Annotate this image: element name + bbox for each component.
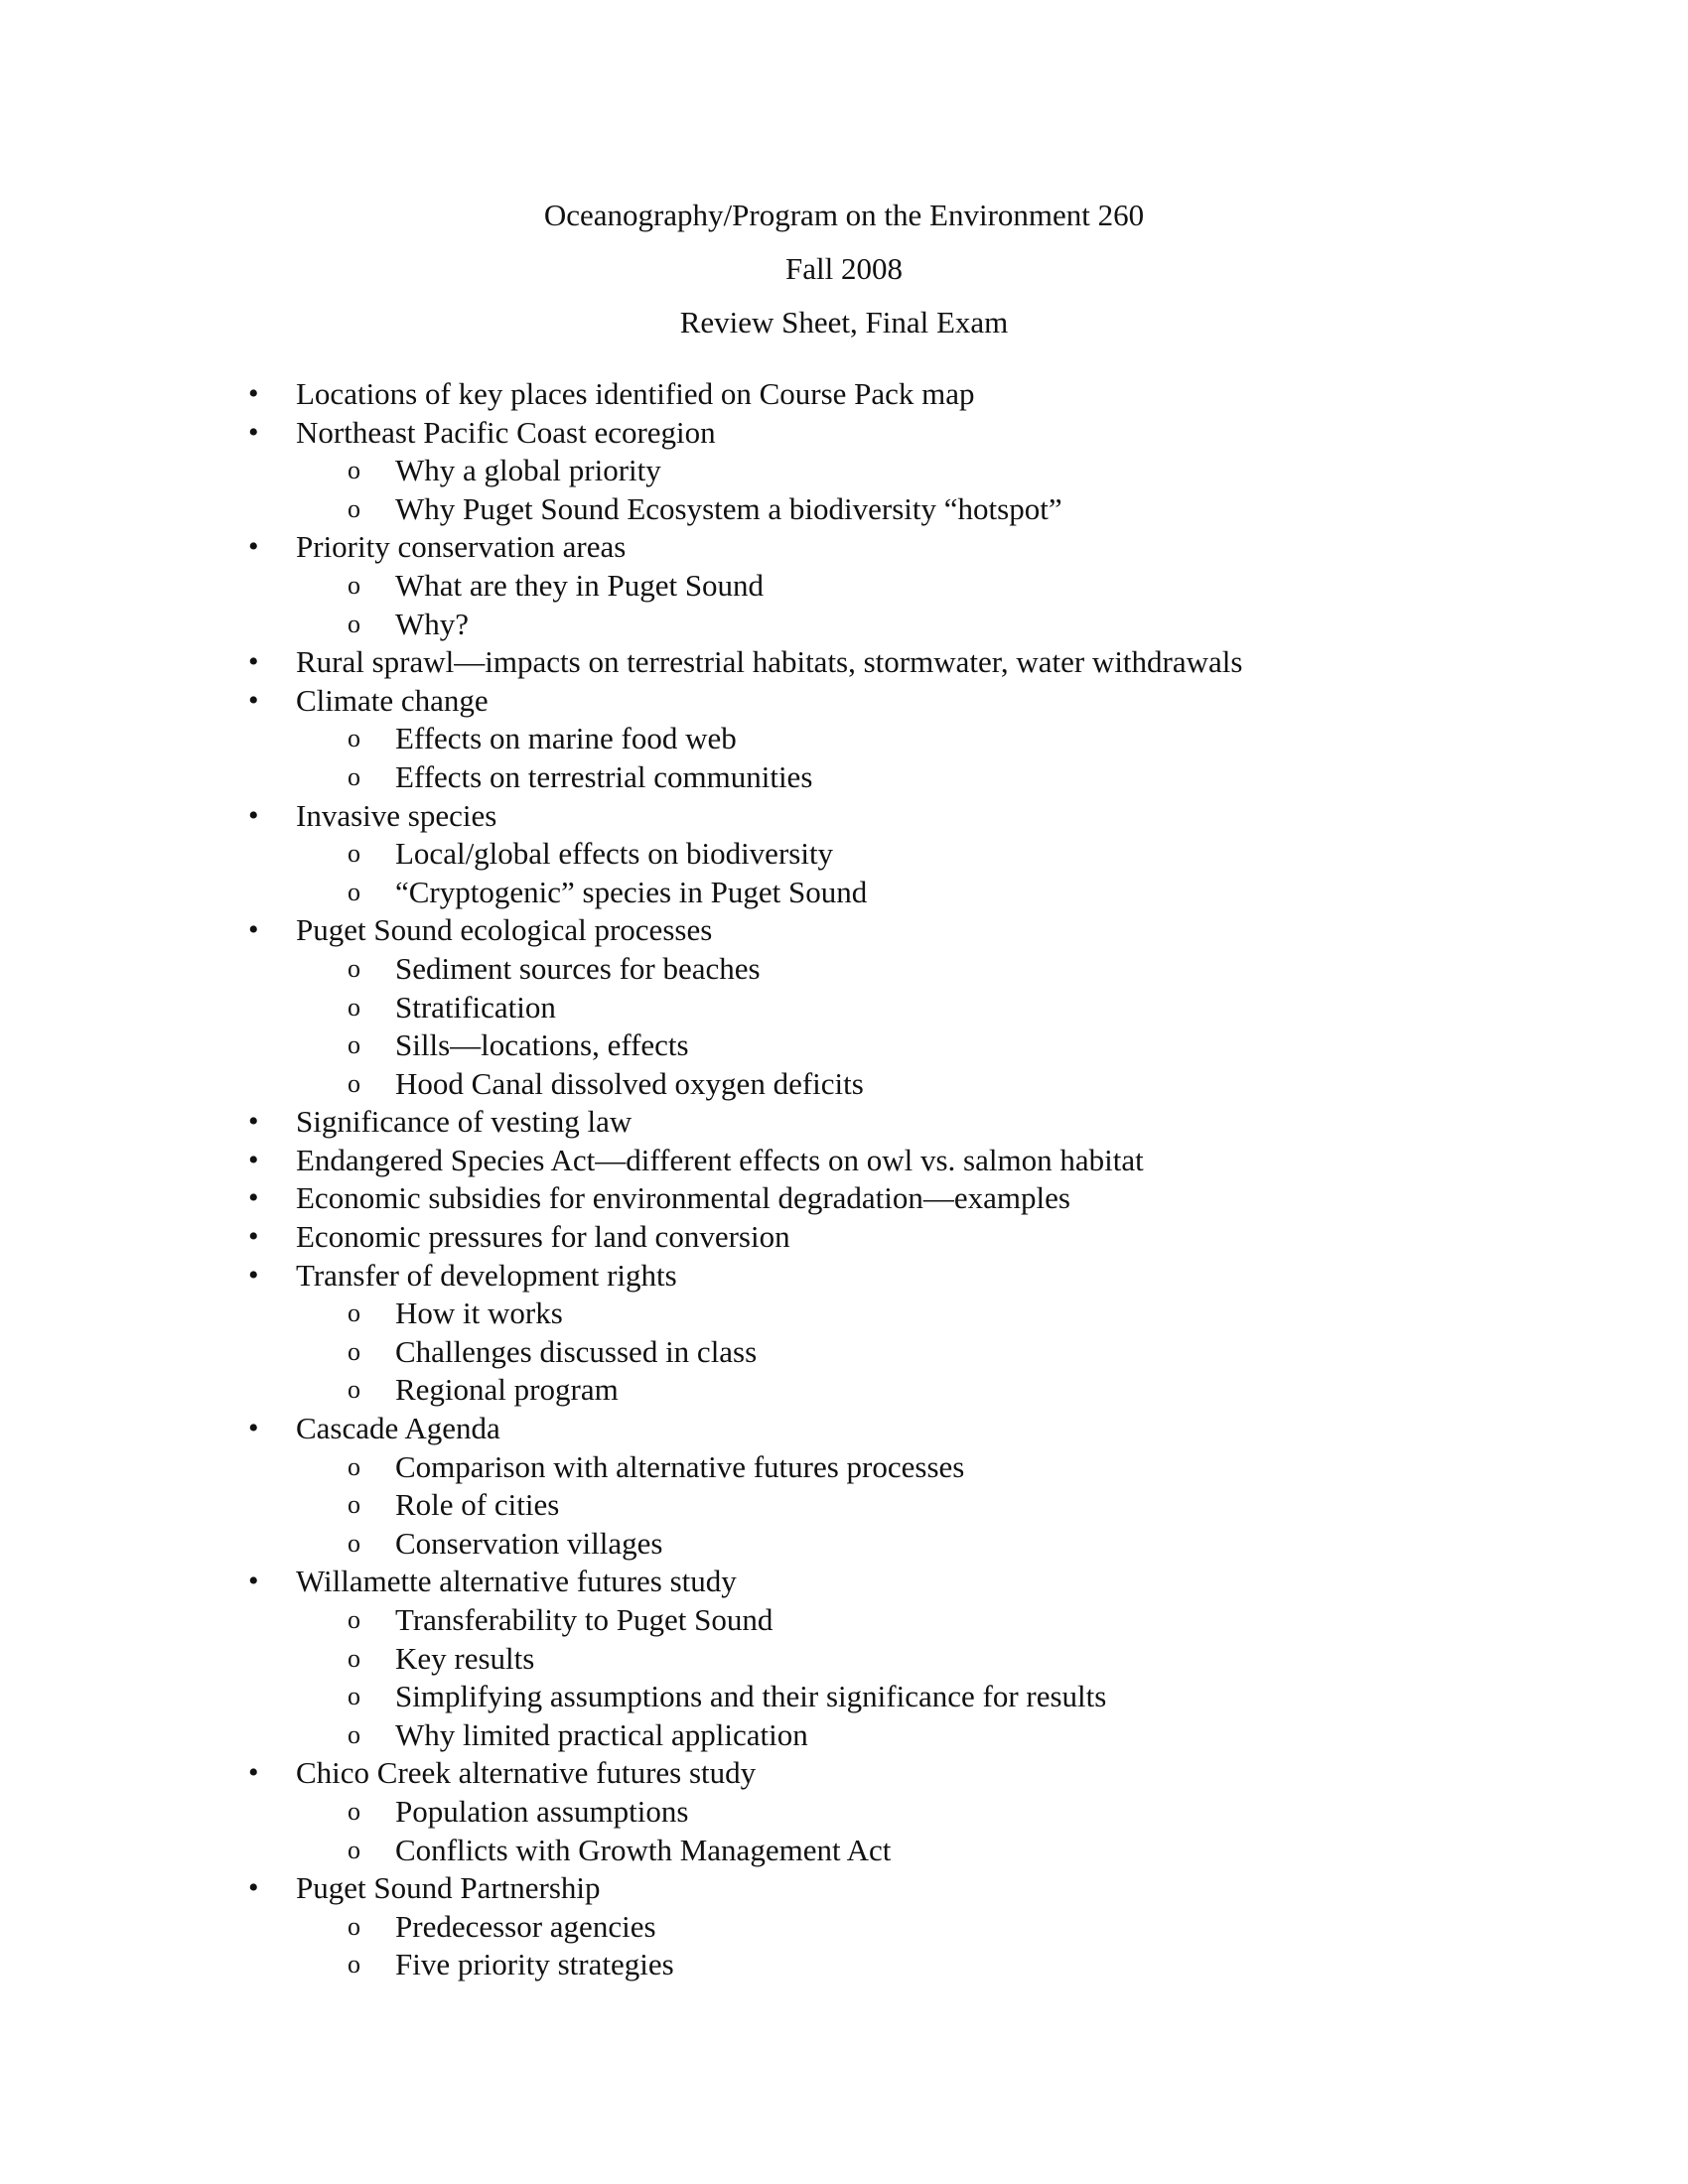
subtopic-item bbox=[0, 1908, 1688, 1947]
topic-item bbox=[0, 911, 1688, 950]
subtopic-label: Why? bbox=[395, 606, 470, 641]
circle-bullet-icon: o bbox=[348, 1030, 360, 1060]
subtopic-item bbox=[0, 606, 1688, 644]
circle-bullet-icon: o bbox=[348, 1490, 360, 1520]
topic-item bbox=[0, 797, 1688, 836]
bullet-icon: • bbox=[248, 1105, 259, 1139]
circle-bullet-icon: o bbox=[348, 992, 360, 1022]
review-topic-list bbox=[0, 375, 1688, 1984]
topic-item bbox=[0, 1103, 1688, 1142]
circle-bullet-icon: o bbox=[348, 724, 360, 753]
subtopic-item bbox=[0, 835, 1688, 874]
topic-item bbox=[0, 414, 1688, 453]
subtopic-label: Effects on marine food web bbox=[395, 721, 737, 756]
topic-item bbox=[0, 682, 1688, 721]
subtopic-label: How it works bbox=[395, 1296, 563, 1331]
subtopic-label: Regional program bbox=[395, 1372, 619, 1408]
subtopic-label: Predecessor agencies bbox=[395, 1908, 656, 1944]
subtopic-label: Role of cities bbox=[395, 1487, 560, 1523]
bullet-icon: • bbox=[248, 1143, 259, 1176]
subtopic-item bbox=[0, 567, 1688, 606]
topic-item bbox=[0, 1257, 1688, 1296]
subtopic-item bbox=[0, 1371, 1688, 1410]
circle-bullet-icon: o bbox=[348, 456, 360, 485]
subtopic-item bbox=[0, 874, 1688, 912]
circle-bullet-icon: o bbox=[348, 1719, 360, 1749]
bullet-icon: • bbox=[248, 1181, 259, 1215]
circle-bullet-icon: o bbox=[348, 1068, 360, 1098]
subtopic-label: Effects on terrestrial communities bbox=[395, 758, 813, 794]
subtopic-item bbox=[0, 989, 1688, 1027]
topic-item bbox=[0, 528, 1688, 567]
circle-bullet-icon: o bbox=[348, 839, 360, 869]
subtopic-label: Local/global effects on biodiversity bbox=[395, 836, 834, 872]
term-label: Fall 2008 bbox=[785, 251, 903, 286]
circle-bullet-icon: o bbox=[348, 1375, 360, 1405]
bullet-icon: • bbox=[248, 645, 259, 679]
circle-bullet-icon: o bbox=[348, 1336, 360, 1366]
subtopic-item bbox=[0, 1832, 1688, 1870]
subtopic-label: Why Puget Sound Ecosystem a biodiversity “hotspot” bbox=[395, 490, 1062, 526]
subtopic-label: Challenges discussed in class bbox=[395, 1333, 758, 1369]
topic-label: Economic subsidies for environmental degradation—examples bbox=[296, 1180, 1070, 1216]
topic-item bbox=[0, 375, 1688, 414]
subtopic-item bbox=[0, 1333, 1688, 1372]
subtopic-label: Why limited practical application bbox=[395, 1716, 808, 1752]
circle-bullet-icon: o bbox=[348, 1643, 360, 1673]
subtopic-label: Conservation villages bbox=[395, 1525, 663, 1561]
subtopic-item bbox=[0, 758, 1688, 797]
bullet-icon: • bbox=[248, 1565, 259, 1598]
topic-label: Puget Sound Partnership bbox=[296, 1870, 601, 1906]
subtopic-label: Sediment sources for beaches bbox=[395, 950, 761, 986]
document-header bbox=[0, 189, 1688, 349]
subtopic-label: Key results bbox=[395, 1640, 535, 1676]
topic-label: Transfer of development rights bbox=[296, 1257, 677, 1293]
subtopic-item bbox=[0, 490, 1688, 529]
topic-label: Climate change bbox=[296, 682, 489, 718]
bullet-icon: • bbox=[248, 377, 259, 410]
subtopic-label: Conflicts with Growth Management Act bbox=[395, 1832, 892, 1867]
bullet-icon: • bbox=[248, 683, 259, 717]
bullet-icon: • bbox=[248, 415, 259, 449]
subtopic-item bbox=[0, 1525, 1688, 1564]
subtopic-item bbox=[0, 1026, 1688, 1065]
topic-item bbox=[0, 1869, 1688, 1908]
subtopic-item bbox=[0, 1065, 1688, 1104]
subtopic-item bbox=[0, 1640, 1688, 1679]
subtopic-label: Transferability to Puget Sound bbox=[395, 1602, 774, 1637]
circle-bullet-icon: o bbox=[348, 1528, 360, 1558]
topic-label: Economic pressures for land conversion bbox=[296, 1219, 790, 1255]
circle-bullet-icon: o bbox=[348, 1950, 360, 1979]
bullet-icon: • bbox=[248, 1412, 259, 1445]
topic-label: Significance of vesting law bbox=[296, 1104, 633, 1140]
topic-label: Cascade Agenda bbox=[296, 1411, 500, 1446]
topic-label: Locations of key places identified on Course Pack map bbox=[296, 376, 975, 411]
topic-label: Rural sprawl—impacts on terrestrial habitats, stormwater, water withdrawals bbox=[296, 644, 1243, 680]
circle-bullet-icon: o bbox=[348, 1682, 360, 1711]
circle-bullet-icon: o bbox=[348, 877, 360, 906]
circle-bullet-icon: o bbox=[348, 1605, 360, 1634]
bullet-icon: • bbox=[248, 1871, 259, 1905]
circle-bullet-icon: o bbox=[348, 1911, 360, 1941]
subtopic-item bbox=[0, 1601, 1688, 1640]
subtopic-label: Simplifying assumptions and their significance for results bbox=[395, 1679, 1107, 1714]
subtopic-item bbox=[0, 720, 1688, 758]
circle-bullet-icon: o bbox=[348, 570, 360, 600]
topic-item bbox=[0, 1563, 1688, 1601]
topic-label: Priority conservation areas bbox=[296, 529, 627, 565]
document-title: Review Sheet, Final Exam bbox=[679, 305, 1009, 340]
subtopic-item bbox=[0, 452, 1688, 490]
circle-bullet-icon: o bbox=[348, 609, 360, 638]
topic-item bbox=[0, 1410, 1688, 1448]
subtopic-item bbox=[0, 1486, 1688, 1525]
subtopic-item bbox=[0, 1946, 1688, 1984]
topic-item bbox=[0, 1754, 1688, 1793]
subtopic-label: Hood Canal dissolved oxygen deficits bbox=[395, 1065, 864, 1101]
subtopic-label: Population assumptions bbox=[395, 1793, 689, 1829]
subtopic-label: Five priority strategies bbox=[395, 1947, 674, 1982]
topic-label: Willamette alternative futures study bbox=[296, 1564, 737, 1599]
bullet-icon: • bbox=[248, 1756, 259, 1790]
circle-bullet-icon: o bbox=[348, 493, 360, 523]
circle-bullet-icon: o bbox=[348, 1796, 360, 1826]
subtopic-label: Stratification bbox=[395, 989, 556, 1024]
circle-bullet-icon: o bbox=[348, 1835, 360, 1864]
subtopic-item bbox=[0, 1678, 1688, 1716]
circle-bullet-icon: o bbox=[348, 761, 360, 791]
topic-label: Invasive species bbox=[296, 797, 497, 833]
topic-item bbox=[0, 643, 1688, 682]
subtopic-label: Comparison with alternative futures processes bbox=[395, 1448, 965, 1484]
bullet-icon: • bbox=[248, 1220, 259, 1254]
subtopic-item bbox=[0, 1716, 1688, 1755]
bullet-icon: • bbox=[248, 798, 259, 832]
circle-bullet-icon: o bbox=[348, 953, 360, 983]
topic-label: Puget Sound ecological processes bbox=[296, 912, 713, 948]
bullet-icon: • bbox=[248, 913, 259, 947]
subtopic-label: “Cryptogenic” species in Puget Sound bbox=[395, 874, 868, 909]
topic-label: Northeast Pacific Coast ecoregion bbox=[296, 414, 716, 450]
bullet-icon: • bbox=[248, 1258, 259, 1292]
topic-item bbox=[0, 1179, 1688, 1218]
subtopic-label: Sills—locations, effects bbox=[395, 1027, 689, 1063]
subtopic-item bbox=[0, 1295, 1688, 1333]
subtopic-item bbox=[0, 1793, 1688, 1832]
course-title: Oceanography/Program on the Environment 260 bbox=[543, 198, 1145, 232]
subtopic-label: What are they in Puget Sound bbox=[395, 567, 765, 603]
subtopic-label: Why a global priority bbox=[395, 453, 661, 488]
bullet-icon: • bbox=[248, 530, 259, 564]
topic-label: Chico Creek alternative futures study bbox=[296, 1755, 757, 1791]
topic-item bbox=[0, 1142, 1688, 1180]
circle-bullet-icon: o bbox=[348, 1298, 360, 1328]
circle-bullet-icon: o bbox=[348, 1451, 360, 1481]
topic-item bbox=[0, 1218, 1688, 1257]
subtopic-item bbox=[0, 950, 1688, 989]
subtopic-item bbox=[0, 1448, 1688, 1487]
topic-label: Endangered Species Act—different effects on owl vs. salmon habitat bbox=[296, 1142, 1144, 1177]
